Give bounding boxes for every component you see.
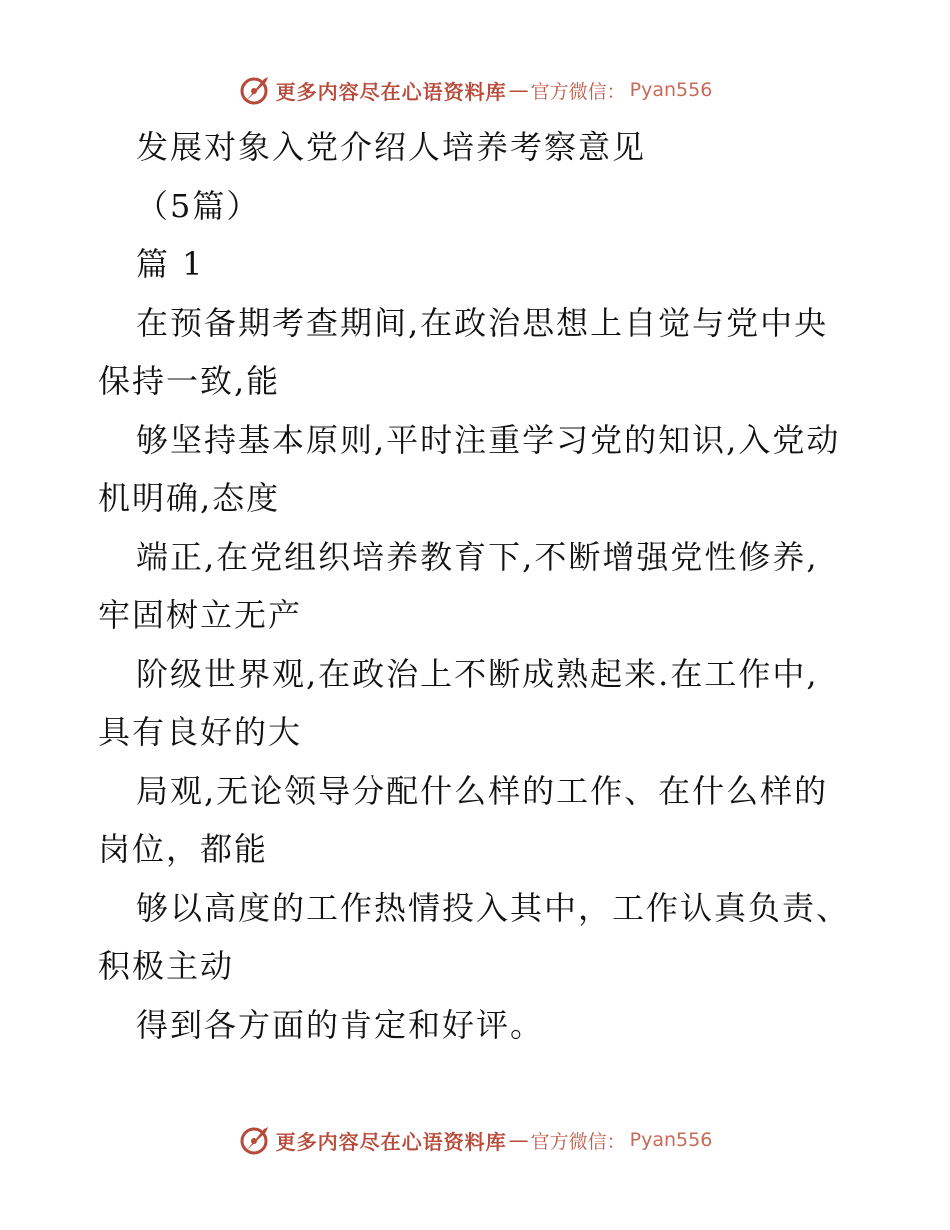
header-banner [0, 70, 950, 110]
banner-brand-text: 更多内容尽在心语资料库 [275, 79, 507, 104]
banner-brand-text: 更多内容尽在心语资料库 [275, 1129, 507, 1154]
paragraph-line: 保持一致,能 [98, 362, 281, 400]
document-subtitle: （5篇） [136, 186, 261, 225]
banner-wechat-id: Pyan556 [629, 1129, 713, 1151]
paragraph-line: 阶级世界观,在政治上不断成熟起来.在工作中, [136, 654, 819, 693]
document-body [98, 118, 858, 1054]
banner-wechat-label: 官方微信： [530, 80, 626, 103]
paragraph-line: 岗位，都能 [98, 830, 269, 868]
paragraph-line: 局观,无论领导分配什么样的工作、在什么样的 [136, 771, 829, 810]
paragraph-line: 得到各方面的肯定和好评。 [136, 1005, 545, 1044]
banner-separator: — [508, 78, 529, 102]
banner-wechat-label: 官方微信： [530, 1130, 626, 1153]
paragraph-line: 在预备期考查期间,在政治思想上自觉与党中央 [136, 303, 829, 342]
quill-pen-logo-icon [238, 1123, 272, 1157]
paragraph-line: 够坚持基本原则,平时注重学习党的知识,入党动 [136, 420, 841, 459]
paragraph-line: 具有良好的大 [98, 713, 303, 751]
banner-wechat-id: Pyan556 [629, 79, 713, 101]
section-heading: 篇 1 [136, 245, 205, 283]
paragraph-line: 牢固树立无产 [98, 596, 303, 634]
document-title: 发展对象入党介绍人培养考察意见 [136, 128, 647, 166]
banner-separator: — [508, 1128, 529, 1152]
paragraph-line: 够以高度的工作热情投入其中，工作认真负责、 [136, 888, 851, 927]
paragraph-line: 机明确,态度 [98, 479, 281, 517]
paragraph-line: 端正,在党组织培养教育下,不断增强党性修养, [136, 537, 819, 576]
quill-pen-logo-icon [238, 73, 272, 107]
paragraph-line: 积极主动 [98, 947, 235, 985]
footer-banner [0, 1120, 950, 1160]
